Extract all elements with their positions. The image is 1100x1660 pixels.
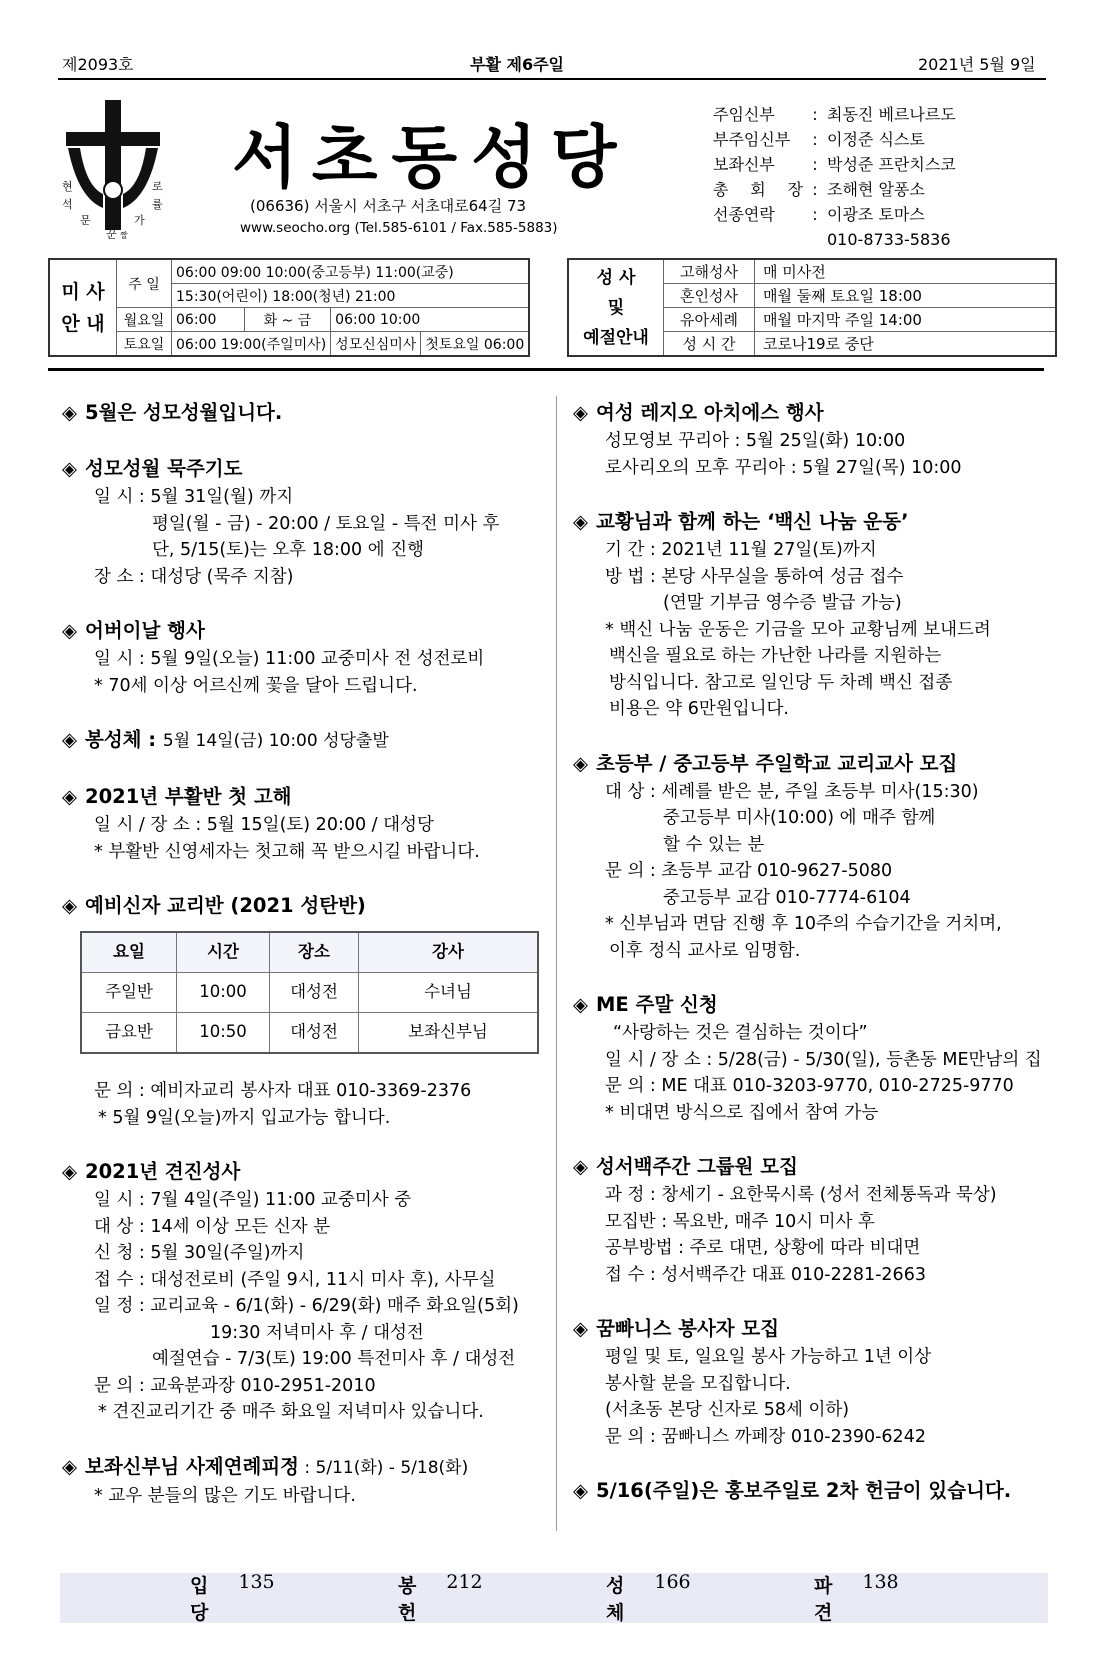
heart-mass: 성모신심미사	[331, 332, 421, 357]
sacrament-value: 매 미사전	[755, 259, 1057, 284]
svg-text:석: 석	[62, 198, 73, 211]
sacrament-value: 매월 마지막 주일 14:00	[755, 308, 1057, 332]
stat-offertory: 봉헌 212	[398, 1571, 483, 1624]
table-row: 주일반 10:00 대성전 수녀님	[81, 973, 538, 1013]
parish-address: (06636) 서울시 서초구 서초대로64길 73	[250, 197, 527, 215]
monday-time: 06:00	[172, 308, 245, 332]
first-saturday: 첫토요일 06:00	[421, 332, 529, 357]
notice-me-weekend: ◈ ME 주말 신청 “사랑하는 것은 결심하는 것이다” 일 시 / 장 소 : 5/28(금) - 5/30(일), 등촌동 ME만남의 집 문 의 : ME 대표 010-3203-9770, 010-2725-9770 * 비대면 방식으로 집에서 참여 가능	[573, 993, 1042, 1123]
header-divider	[58, 78, 1046, 80]
svg-text:현: 현	[62, 180, 73, 193]
table-row: 금요반 10:50 대성전 보좌신부님	[81, 1013, 538, 1054]
notice-may-month: ◈ 5월은 성모성월입니다.	[62, 401, 283, 424]
sacrament-name: 고해성사	[664, 259, 755, 284]
tuefri-label: 화 ~ 금	[244, 308, 331, 332]
monday-label: 월요일	[117, 308, 172, 332]
right-notices	[573, 398, 1063, 1532]
notice-communion-visit: ◈ 봉성체 : 5월 14일(금) 10:00 성당출발	[62, 728, 389, 751]
sunday-times-2: 15:30(어린이) 18:00(청년) 21:00	[172, 284, 530, 308]
clergy-list	[713, 102, 956, 252]
clergy-row: 선종연락 : 이광조 토마스	[713, 205, 925, 224]
notice-first-confession: ◈ 2021년 부활반 첫 고해 일 시 / 장 소 : 5월 15일(토) 20:00 / 대성당 * 부활반 신영세자는 첫고해 꼭 받으시길 바랍니다.	[62, 785, 480, 862]
contact-phone: 010-8733-5836	[827, 230, 951, 249]
parish-logo	[58, 98, 168, 248]
tuefri-time: 06:00 10:00	[331, 308, 530, 332]
liturgical-week: 부활 제6주일	[470, 55, 564, 74]
stat-communion: 성체 166	[606, 1571, 691, 1624]
parish-title: 서초동성당	[232, 119, 631, 198]
mass-head: 미 사 안 내	[49, 259, 117, 356]
clergy-row: 부주임신부 : 이정준 식스토	[713, 130, 925, 149]
column-divider	[556, 396, 557, 1531]
bulletin-date: 2021년 5월 9일	[918, 55, 1036, 74]
svg-text:가: 가	[134, 214, 145, 227]
sunday-label: 주 일	[117, 259, 172, 308]
svg-text:문: 문	[80, 214, 91, 227]
sunday-times-1: 06:00 09:00 10:00(중고등부) 11:00(교중)	[172, 259, 530, 284]
notice-legio: ◈ 여성 레지오 아치에스 행사 성모영보 꾸리아 : 5월 25일(화) 10:00 로사리오의 모후 꾸리아 : 5월 27일(목) 10:00	[573, 401, 962, 478]
issue-number: 제2093호	[62, 55, 134, 74]
saturday-label: 토요일	[117, 332, 172, 357]
svg-text:로: 로	[152, 180, 163, 193]
svg-text:꾼: 꾼	[106, 228, 117, 241]
clergy-row: 총 회 장 : 조해현 알퐁소	[713, 180, 925, 199]
mass-stats-bar	[60, 1573, 1048, 1623]
saturday-time: 06:00 19:00(주일미사)	[172, 332, 331, 357]
mass-schedule-table	[48, 258, 530, 357]
notice-catechumen: ◈ 예비신자 교리반 (2021 성탄반) 요일 시간 장소 강사 주일반 10:00 대성전 수녀님 금요반 10:50 대성전 보좌신부님 문 의 : 예비자교리 봉사자 대표 010-3369-2376 * 5월 9일(오늘)까지 입교가능 합니다.	[62, 891, 552, 1131]
section-divider	[48, 368, 1044, 371]
sacrament-table	[567, 258, 1057, 357]
left-notices	[62, 398, 552, 1535]
notice-confirmation: ◈ 2021년 견진성사 일 시 : 7월 4일(주일) 11:00 교중미사 중 대 상 : 14세 이상 모든 신자 분 신 청 : 5월 30일(주일)까지 접 수 : 대성전로비 (주일 9시, 11시 미사 후), 사무실 일 정 : 교리교육 - 6/1(화) - 6/29(화) 매주 화요일(5회) 19:30 저녁미사 후 / 대성전 예절연습 - 7/3(토) 19:00 특전미사 후 / 대성전 문 의 : 교육분과장 010-2951-2010 * 견진교리기간 중 매주 화요일 저녁미사 있습니다.	[62, 1160, 519, 1422]
svg-text:짤: 짤	[120, 231, 128, 240]
notice-volunteers: ◈ 꿈빠니스 봉사자 모집 평일 및 토, 일요일 봉사 가능하고 1년 이상 봉사할 분을 모집합니다. (서초동 본당 신자로 58세 이하) 문 의 : 꿈빠니스 까페장 010-2390-6242	[573, 1317, 932, 1447]
notice-collection: ◈ 5/16(주일)은 홍보주일로 2차 헌금이 있습니다.	[573, 1479, 1012, 1502]
stat-dismissal: 파견 138	[814, 1571, 899, 1624]
sacrament-value: 매월 둘째 토요일 18:00	[755, 284, 1057, 308]
clergy-row: 주임신부 : 최동진 베르나르도	[713, 105, 956, 124]
sacrament-head: 성 사 및 예절안내	[568, 259, 664, 356]
notice-teachers: ◈ 초등부 / 중고등부 주일학교 교리교사 모집 대 상 : 세례를 받은 분, 주일 초등부 미사(15:30) 중고등부 미사(10:00) 에 매주 함께 할 수 있는 분 문 의 : 초등부 교감 010-9627-5080 중고등부 교감 010-7774-6104 * 신부님과 면담 진행 후 10주의 수습기간을 거치며, 이후 정식 교사로 임명함.	[573, 751, 1002, 961]
sacrament-name: 성 시 간	[664, 332, 755, 357]
contact-web[interactable]: www.seocho.org (Tel.585-6101 / Fax.585-5883)	[240, 220, 558, 236]
catechumen-table: 요일 시간 장소 강사 주일반 10:00 대성전 수녀님 금요반 10:50 대성전 보좌신부님	[80, 931, 539, 1054]
notice-vaccine: ◈ 교황님과 함께 하는 ‘백신 나눔 운동’ 기 간 : 2021년 11월 27일(토)까지 방 법 : 본당 사무실을 통하여 성금 접수 (연말 기부금 영수증 발급 가능) * 백신 나눔 운동은 기금을 모아 교황님께 보내드려 백신을 필요로 하는 가난한 나라를 지원하는 방식입니다. 참고로 일인당 두 차례 백신 접종 비용은 약 6만원입니다.	[573, 510, 991, 719]
notice-retreat: ◈ 보좌신부님 사제연례피정 : 5/11(화) - 5/18(화) * 교우 분들의 많은 기도 바랍니다.	[62, 1454, 469, 1506]
notice-parents-day: ◈ 어버이날 행사 일 시 : 5월 9일(오늘) 11:00 교중미사 전 성전로비 * 70세 이상 어르신께 꽃을 달아 드립니다.	[62, 619, 485, 696]
notice-bible-study: ◈ 성서백주간 그룹원 모집 과 정 : 창세기 - 요한묵시록 (성서 전체통독과 묵상) 모집반 : 목요반, 매주 10시 미사 후 공부방법 : 주로 대면, 상황에 따라 비대면 접 수 : 성서백주간 대표 010-2281-2663	[573, 1155, 997, 1285]
clergy-row: 보좌신부 : 박성준 프란치스코	[713, 155, 956, 174]
sacrament-name: 혼인성사	[664, 284, 755, 308]
notice-rosary: ◈ 성모성월 묵주기도 일 시 : 5월 31일(월) 까지 평일(월 - 금) - 20:00 / 토요일 - 특전 미사 후 단, 5/15(토)는 오후 18:00 에 진행 장 소 : 대성당 (묵주 지참)	[62, 457, 500, 587]
sacrament-name: 유아세례	[664, 308, 755, 332]
svg-text:률: 률	[152, 198, 163, 211]
stat-entrance: 입당 135	[190, 1571, 275, 1624]
sacrament-value: 코로나19로 중단	[755, 332, 1057, 357]
